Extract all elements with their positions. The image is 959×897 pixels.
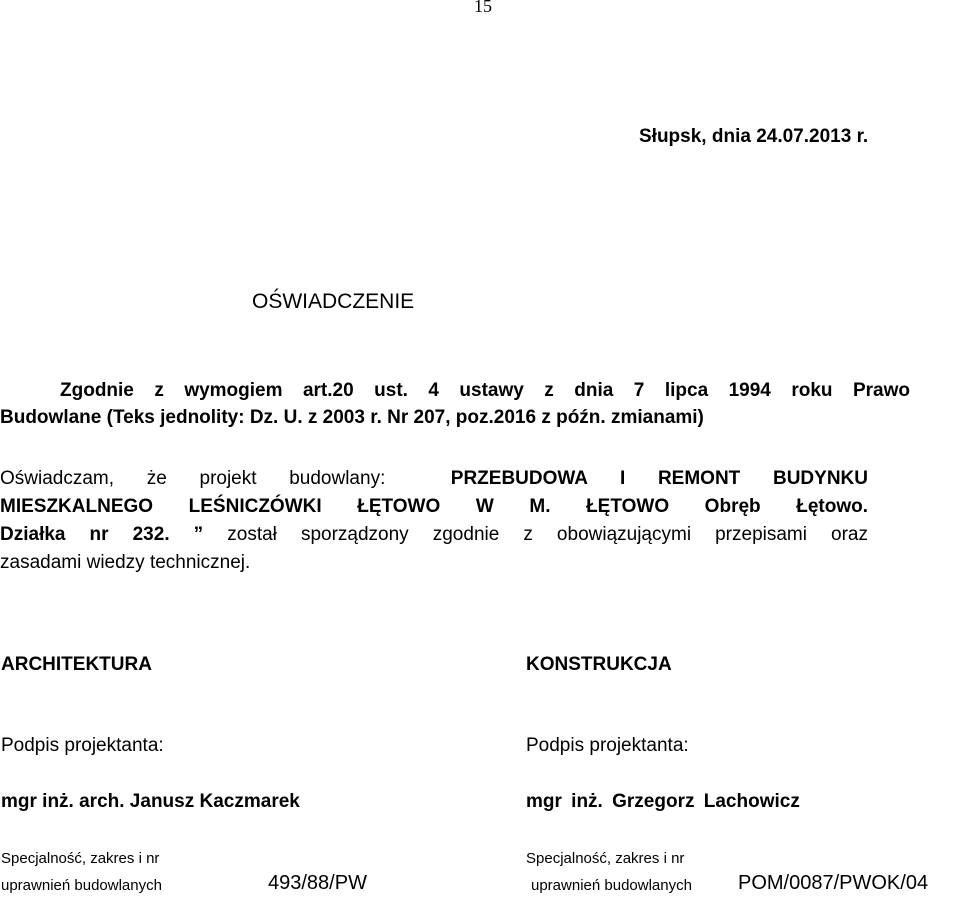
architecture-signature-label: Podpis projektanta: — [1, 735, 164, 756]
architecture-specialty-line-1: Specjalność, zakres i nr — [1, 850, 160, 867]
statement-intro: Oświadczam, że projekt budowlany: — [0, 468, 386, 489]
construction-designer-name: mgr inż. Grzegorz Lachowicz — [526, 791, 800, 812]
statement-row-1 — [0, 465, 868, 493]
project-plot-number: Działka nr 232. — [0, 524, 170, 545]
statement-text-1: został sporządzony zgodnie z obowiązującymi przepisami oraz — [227, 524, 869, 545]
construction-specialty-line-2: uprawnień budowlanych — [531, 877, 692, 894]
construction-permit-number: POM/0087/PWOK/04 — [738, 872, 929, 894]
place-date: Słupsk, dnia 24.07.2013 r. — [639, 126, 869, 147]
closing-quote: ” — [193, 524, 204, 545]
statement-row-3 — [0, 521, 868, 549]
legal-basis-line-2: Budowlane (Teks jednolity: Dz. U. z 2003 r. Nr 207, poz.2016 z późn. zmianami) — [0, 407, 704, 428]
architecture-heading: ARCHITEKTURA — [1, 654, 152, 675]
legal-basis — [0, 377, 910, 431]
construction-signature-label: Podpis projektanta: — [526, 735, 689, 756]
architecture-designer-name: mgr inż. arch. Janusz Kaczmarek — [1, 791, 300, 812]
project-name-part-2: MIESZKALNEGO LEŚNICZÓWKI ŁĘTOWO W M. ŁĘTOWO Obręb Łętowo. — [0, 496, 868, 517]
construction-heading: KONSTRUKCJA — [526, 654, 672, 675]
statement-text-2: zasadami wiedzy technicznej. — [0, 552, 251, 573]
project-name-part-1: PRZEBUDOWA I REMONT BUDYNKU — [450, 468, 868, 489]
architecture-specialty-line-2: uprawnień budowlanych — [1, 877, 162, 894]
construction-specialty-line-1: Specjalność, zakres i nr — [526, 850, 685, 867]
legal-basis-line-1: Zgodnie z wymogiem art.20 ust. 4 ustawy z dnia 7 lipca 1994 roku Prawo — [60, 380, 910, 401]
page-number: 15 — [474, 0, 492, 16]
architecture-permit-number: 493/88/PW — [268, 872, 367, 894]
document-title: OŚWIADCZENIE — [252, 290, 415, 313]
statement-paragraph — [0, 465, 868, 577]
